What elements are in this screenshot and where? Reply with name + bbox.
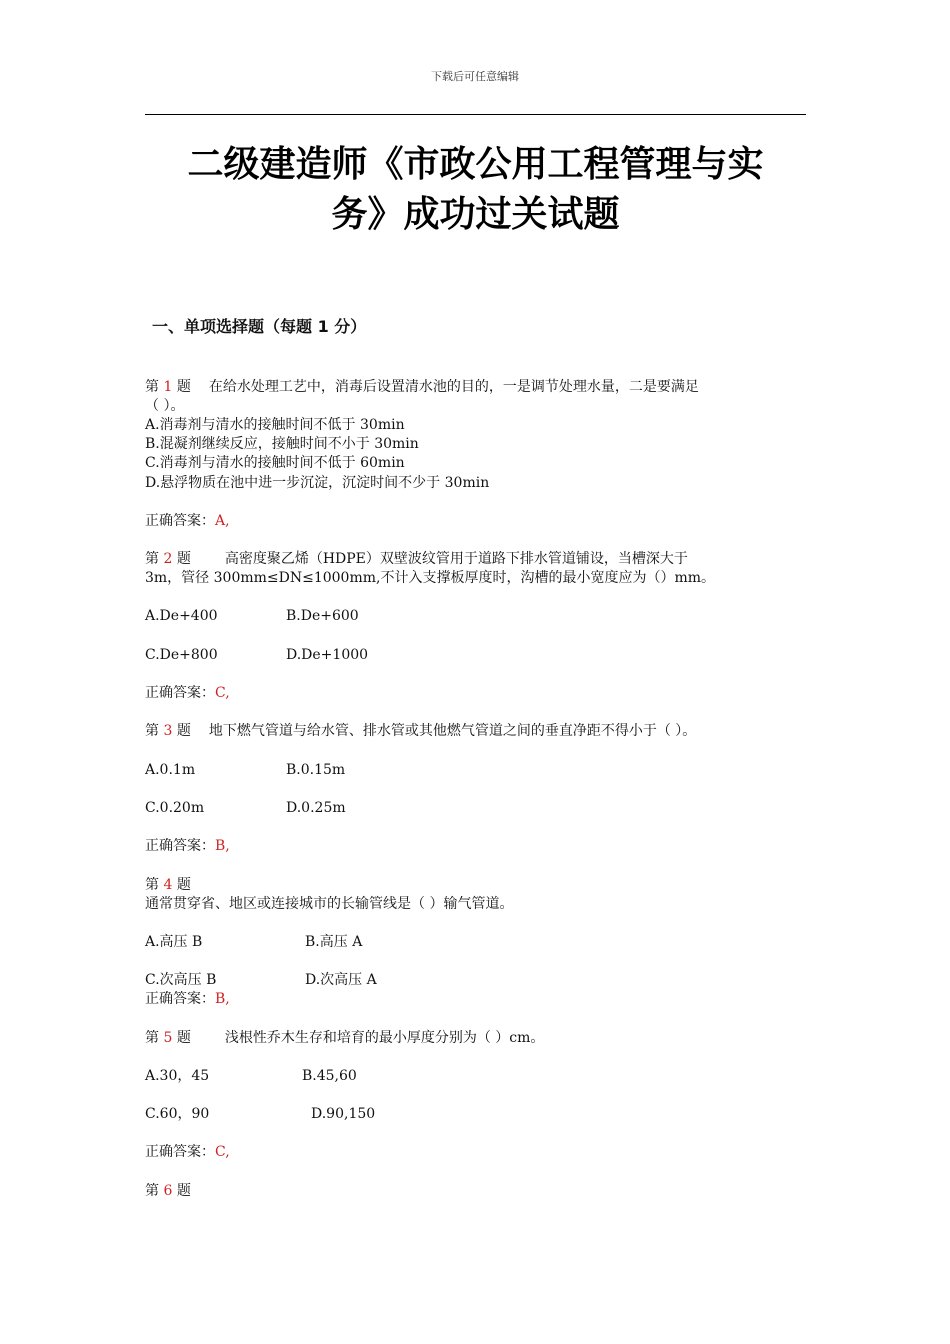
answer-4: 正确答案：B, — [145, 991, 230, 1007]
option-a: A.De+400 — [145, 608, 218, 624]
document-title — [145, 140, 806, 240]
title-line-1: 二级建造师《市政公用工程管理与实 — [187, 144, 764, 185]
option-b: B.0.15m — [286, 762, 346, 778]
option-a: A.0.1m — [145, 762, 196, 778]
option-c: C.De+800 — [145, 647, 218, 663]
question-number: 1 — [163, 379, 173, 395]
header-rule — [145, 114, 806, 115]
option-d: D.90,150 — [311, 1106, 376, 1122]
answer-value: A, — [215, 513, 230, 529]
question-2-stem: 第 2 题 高密度聚乙烯（HDPE）双壁波纹管用于道路下排水管道铺设，当槽深大于 — [145, 551, 688, 567]
question-5-stem: 第 5 题 浅根性乔木生存和培育的最小厚度分别为（ ）cm。 — [145, 1030, 545, 1046]
option-b: B.De+600 — [286, 608, 359, 624]
answer-value: B, — [215, 991, 230, 1007]
question-text: 高密度聚乙烯（HDPE）双壁波纹管用于道路下排水管道铺设，当槽深大于 — [224, 551, 688, 567]
question-text: 在给水处理工艺中，消毒后设置清水池的目的，一是调节处理水量，二是要满足 — [208, 379, 699, 395]
answer-value: B, — [215, 838, 230, 854]
page-header: 下载后可任意编辑 — [431, 70, 519, 83]
title-line-2: 务》成功过关试题 — [331, 194, 620, 235]
question-text: 浅根性乔木生存和培育的最小厚度分别为（ ）cm。 — [224, 1030, 545, 1046]
option-d: D.悬浮物质在池中进一步沉淀，沉淀时间不少于 30min — [145, 475, 490, 491]
option-d: D.次高压 A — [305, 972, 377, 988]
option-b: B.45,60 — [302, 1068, 357, 1084]
option-a: A.30，45 — [145, 1068, 210, 1084]
question-4-stem: 第 4 题 — [145, 877, 191, 893]
option-b: B.混凝剂继续反应，接触时间不小于 30min — [145, 436, 419, 452]
question-number: 4 — [163, 877, 173, 893]
answer-1: 正确答案：A, — [145, 513, 230, 529]
question-1-stem: 第 1 题 在给水处理工艺中，消毒后设置清水池的目的，一是调节处理水量，二是要满足 — [145, 379, 699, 395]
option-c: C.0.20m — [145, 800, 205, 816]
question-text: 地下燃气管道与给水管、排水管或其他燃气管道之间的垂直净距不得小于（ ）。 — [208, 723, 697, 739]
option-d: D.0.25m — [286, 800, 346, 816]
option-c: C.60，90 — [145, 1106, 210, 1122]
answer-value: C, — [215, 1144, 230, 1160]
question-number: 3 — [163, 723, 173, 739]
option-d: D.De+1000 — [286, 647, 369, 663]
question-1-stem-cont: （ ）。 — [145, 398, 185, 414]
question-number: 6 — [163, 1183, 173, 1199]
option-a: A.高压 B — [145, 934, 203, 950]
answer-3: 正确答案：B, — [145, 838, 230, 854]
option-b: B.高压 A — [305, 934, 363, 950]
question-6-stem: 第 6 题 — [145, 1183, 191, 1199]
section-heading: 一、单项选择题（每题 1 分） — [152, 317, 367, 336]
question-text: 通常贯穿省、地区或连接城市的长输管线是（ ）输气管道。 — [145, 896, 514, 912]
option-c: C.消毒剂与清水的接触时间不低于 60min — [145, 455, 405, 471]
question-number: 2 — [163, 551, 173, 567]
answer-2: 正确答案：C, — [145, 685, 230, 701]
question-number: 5 — [163, 1030, 173, 1046]
question-2-stem-cont: 3m，管径 300mm≤DN≤1000mm,不计入支撑板厚度时，沟槽的最小宽度应为（）mm。 — [145, 570, 716, 586]
option-c: C.次高压 B — [145, 972, 217, 988]
answer-5: 正确答案：C, — [145, 1144, 230, 1160]
question-3-stem: 第 3 题 地下燃气管道与给水管、排水管或其他燃气管道之间的垂直净距不得小于（ ）。 — [145, 723, 697, 739]
option-a: A.消毒剂与清水的接触时间不低于 30min — [145, 417, 405, 433]
answer-value: C, — [215, 685, 230, 701]
